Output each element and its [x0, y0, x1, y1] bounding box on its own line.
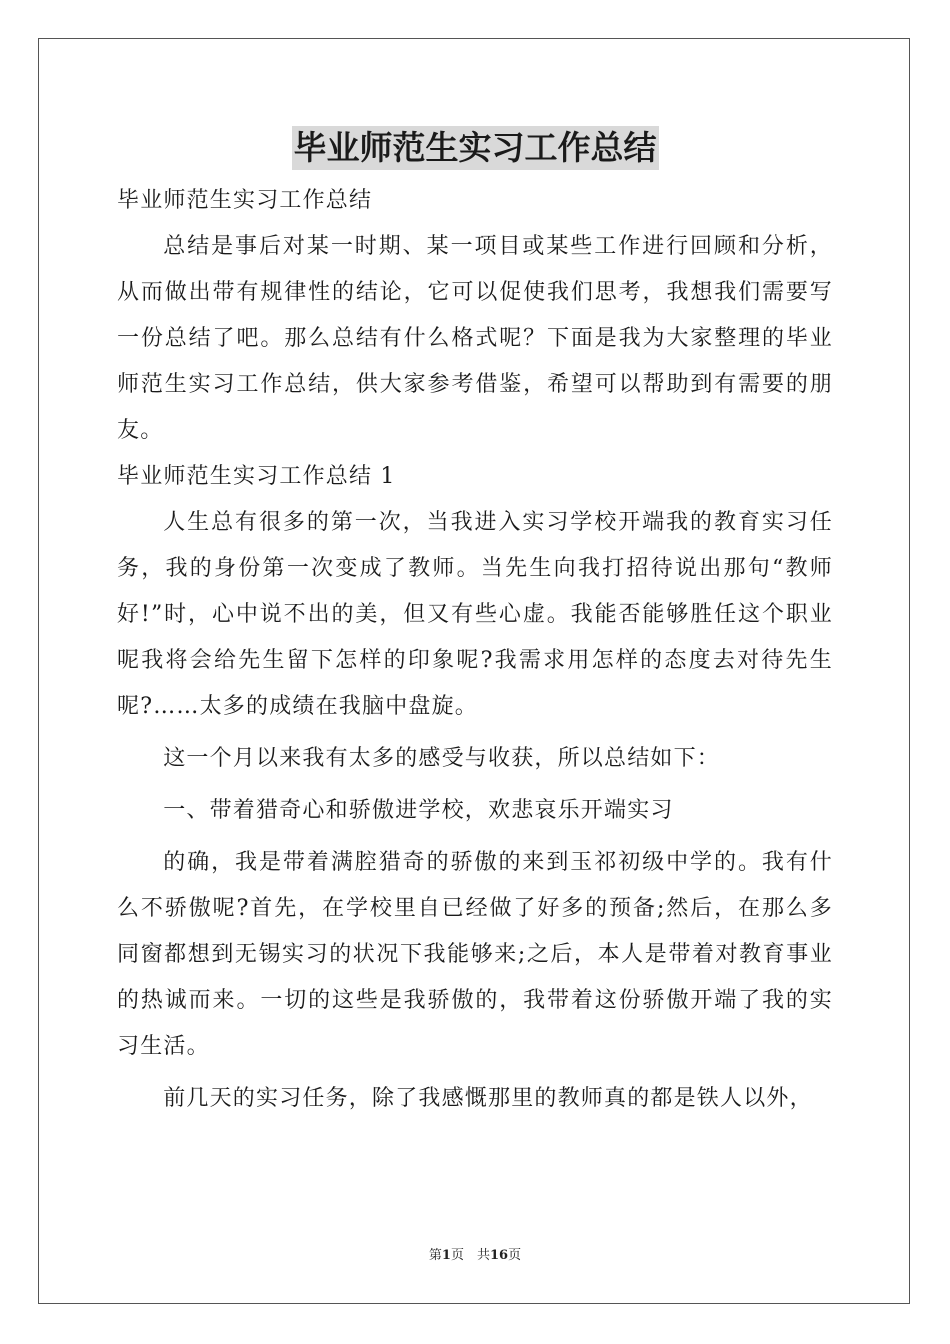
document-body	[117, 178, 833, 1122]
footer-suffix: 页	[508, 1248, 522, 1263]
footer-prefix: 第	[428, 1248, 442, 1263]
paragraph-4: 的确，我是带着满腔猎奇的骄傲的来到玉祁初级中学的。我有什么不骄傲呢?首先，在学校里自已经做了好多的预备;然后，在那么多同窗都想到无锡实习的状况下我能够来;之后，本人是带着对教育事业的热诚而来。一切的这些是我骄傲的，我带着这份骄傲开端了我的实习生活。	[117, 850, 833, 1059]
title-container	[0, 126, 950, 170]
paragraph-5: 前几天的实习任务，除了我感慨那里的教师真的都是铁人以外，	[163, 1086, 813, 1111]
footer-page-number: 1	[441, 1248, 451, 1263]
footer-total-pages: 16	[489, 1248, 509, 1263]
footer-mid: 页 共	[450, 1248, 490, 1263]
page-footer	[0, 1244, 950, 1263]
document-title: 毕业师范生实习工作总结	[292, 126, 659, 170]
paragraph-2: 这一个月以来我有太多的感受与收获，所以总结如下：	[163, 746, 720, 771]
intro-paragraph: 总结是事后对某一时期、某一项目或某些工作进行回顾和分析，从而做出带有规律性的结论，它可以促使我们思考，我想我们需要写一份总结了吧。那么总结有什么格式呢？下面是我为大家整理的毕业师范生实习工作总结，供大家参考借鉴，希望可以帮助到有需要的朋友。	[117, 234, 833, 443]
subtitle: 毕业师范生实习工作总结	[117, 188, 373, 213]
paragraph-3: 一、带着猎奇心和骄傲进学校，欢悲哀乐开端实习	[163, 798, 674, 823]
section-heading: 毕业师范生实习工作总结 1	[117, 464, 396, 489]
paragraph-1: 人生总有很多的第一次，当我进入实习学校开端我的教育实习任务，我的身份第一次变成了教师。当先生向我打招待说出那句“教师好!”时，心中说不出的美，但又有些心虚。我能否能够胜任这个职业呢我将会给先生留下怎样的印象呢?我需求用怎样的态度去对待先生呢?……太多的成绩在我脑中盘旋。	[117, 510, 833, 719]
